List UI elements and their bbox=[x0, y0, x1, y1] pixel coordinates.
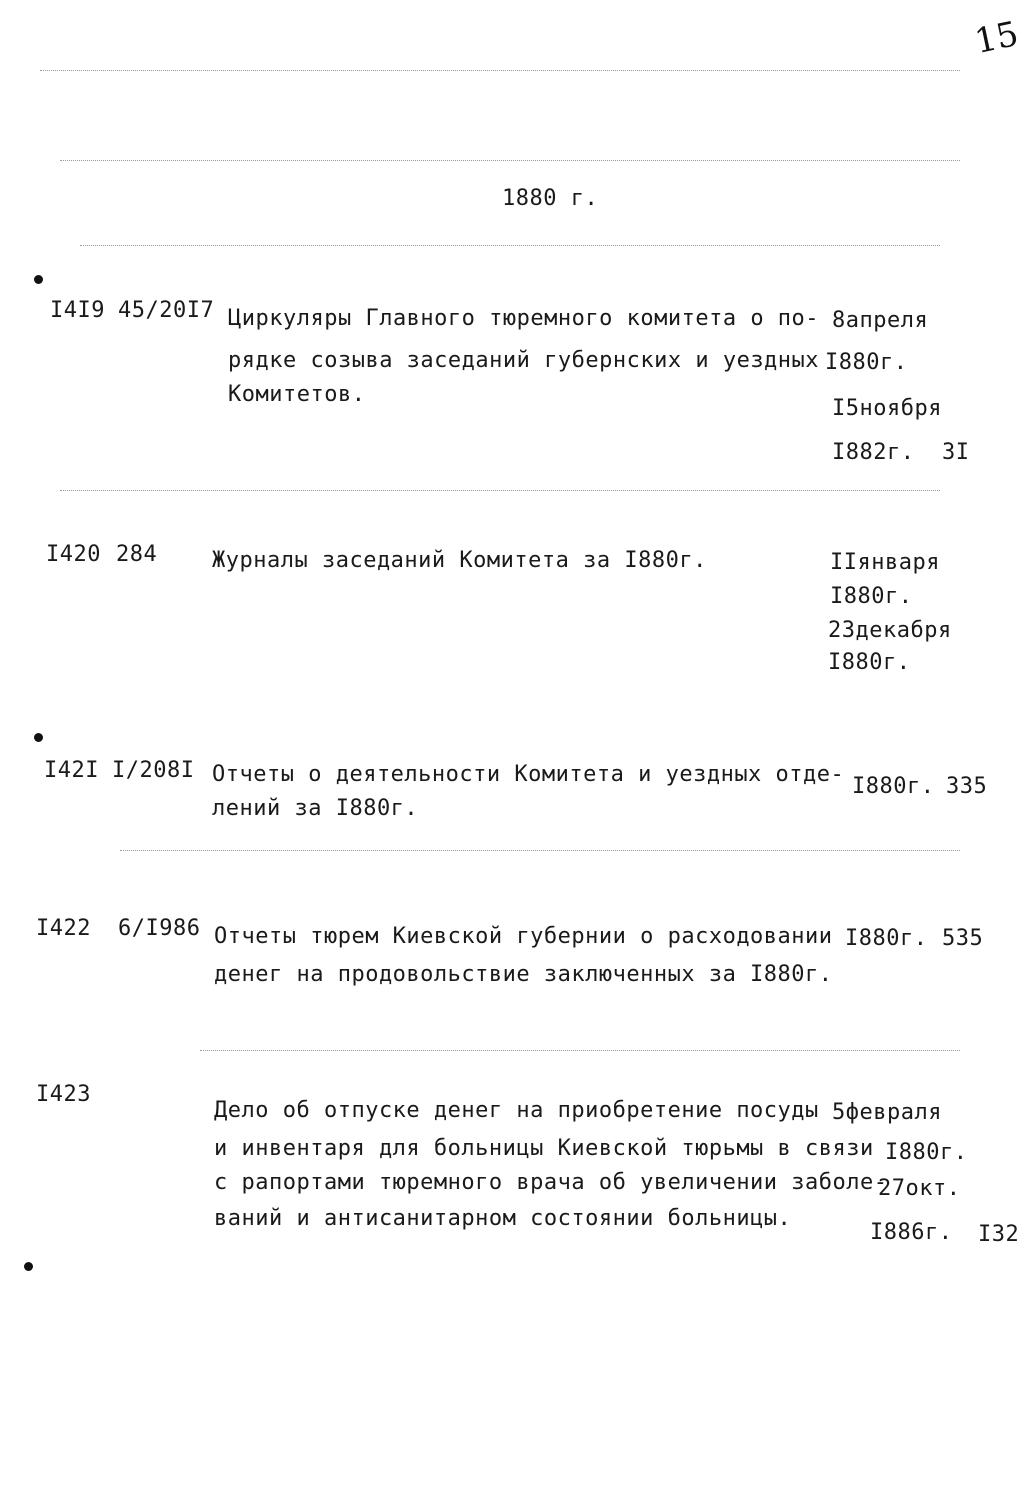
record-code: I/208I bbox=[112, 758, 195, 783]
record-date: I5ноября bbox=[832, 396, 942, 421]
record-title-line: денег на продовольствие заключенных за I880г. bbox=[214, 962, 833, 987]
record-title-line: Комитетов. bbox=[228, 382, 366, 407]
record-date: I886г. bbox=[870, 1220, 953, 1245]
year-header: 1880 г. bbox=[502, 186, 599, 211]
record-sheet-count: I32 bbox=[978, 1222, 1020, 1247]
record-date: I880г. bbox=[852, 774, 935, 799]
record-title-line: и инвентаря для больницы Киевской тюрьмы в связи bbox=[214, 1136, 874, 1161]
record-number: I4I9 bbox=[50, 298, 105, 323]
record-date: I880г. bbox=[885, 1140, 968, 1165]
punch-hole-dot bbox=[34, 733, 43, 742]
record-title-line: Журналы заседаний Комитета за I880г. bbox=[212, 548, 707, 573]
record-date: I880г. bbox=[825, 350, 908, 375]
record-number: I423 bbox=[36, 1082, 91, 1107]
record-title-line: Отчеты о деятельности Комитета и уездных отде- bbox=[212, 762, 845, 787]
record-date: IIянваря bbox=[830, 550, 940, 575]
record-date: 5февраля bbox=[832, 1100, 942, 1125]
record-title-line: Циркуляры Главного тюремного комитета о по- bbox=[228, 306, 820, 331]
punch-hole-dot bbox=[34, 275, 43, 284]
record-title-line: Отчеты тюрем Киевской губернии о расходовании bbox=[214, 924, 833, 949]
punch-hole-dot bbox=[24, 1262, 33, 1271]
record-code: 284 bbox=[116, 542, 158, 567]
record-date: I880г. bbox=[828, 650, 911, 675]
record-title-line: ваний и антисанитарном состоянии больницы. bbox=[214, 1206, 792, 1231]
scan-noise-line bbox=[120, 850, 960, 851]
record-date: I880г. bbox=[845, 926, 928, 951]
record-date: I880г. bbox=[830, 584, 913, 609]
record-sheet-count: 535 bbox=[942, 926, 984, 951]
record-number: I42I bbox=[44, 758, 99, 783]
scan-noise-line bbox=[80, 245, 940, 246]
record-number: I422 bbox=[36, 916, 91, 941]
record-title-line: лений за I880г. bbox=[212, 796, 419, 821]
record-sheet-count: 335 bbox=[946, 774, 988, 799]
record-code: 45/20I7 bbox=[118, 298, 215, 323]
record-date: 23декабря bbox=[828, 618, 952, 643]
record-date: I882г. bbox=[832, 440, 915, 465]
record-title-line: Дело об отпуске денег на приобретение посуды bbox=[214, 1098, 819, 1123]
record-sheet-count: 3I bbox=[942, 440, 970, 465]
record-code: 6/I986 bbox=[118, 916, 201, 941]
record-number: I420 bbox=[46, 542, 101, 567]
record-date: 27окт. bbox=[878, 1176, 961, 1201]
record-title-line: с рапортами тюремного врача об увеличении заболе- bbox=[214, 1170, 888, 1195]
scan-noise-line bbox=[200, 1050, 960, 1051]
record-date: 8апреля bbox=[832, 308, 929, 333]
scan-noise-line bbox=[60, 160, 960, 161]
scan-noise-line bbox=[60, 490, 940, 491]
handwritten-page-number: 15 bbox=[971, 13, 1022, 63]
scan-noise-line bbox=[40, 70, 960, 71]
record-title-line: рядке созыва заседаний губернских и уездных bbox=[228, 348, 820, 373]
